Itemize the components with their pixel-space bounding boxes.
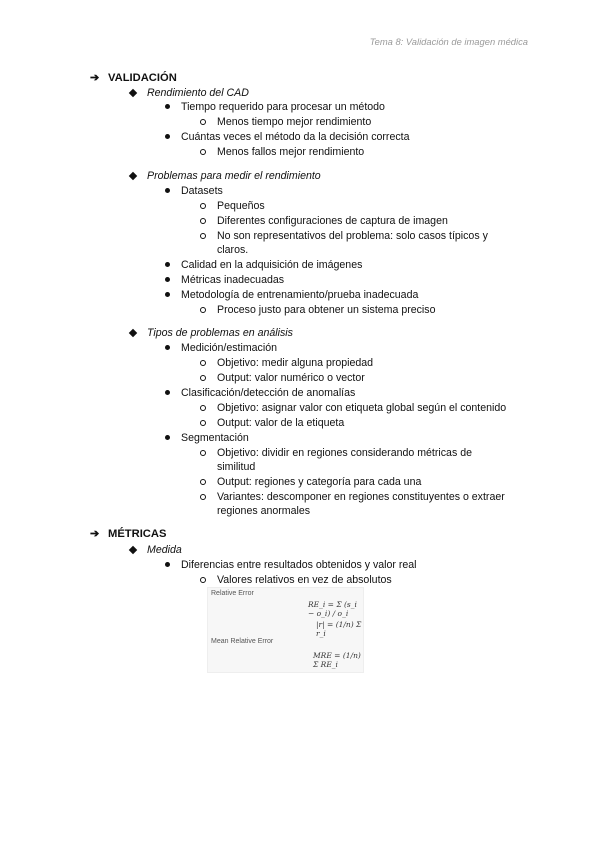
list-item: Diferentes configuraciones de captura de imagen [217,215,448,227]
circle-bullet-icon [200,494,206,500]
circle-bullet-icon [200,203,206,209]
list-item: Output: valor de la etiqueta [217,417,345,429]
formula-image [207,587,364,673]
list-item: Objetivo: asignar valor con etiqueta global según el contenido [217,402,507,414]
diamond-bullet-icon [129,546,137,554]
list-item-continuation: regiones anormales [217,505,311,517]
list-item: Cuántas veces el método da la decisión correcta [181,131,410,143]
circle-bullet-icon [200,119,206,125]
list-item: Menos fallos mejor rendimiento [217,146,365,158]
circle-bullet-icon [200,420,206,426]
list-item: Clasificación/detección de anomalías [181,387,356,399]
circle-bullet-icon [200,233,206,239]
list-item: Objetivo: medir alguna propiedad [217,357,374,369]
diamond-bullet-icon [129,329,137,337]
list-item-continuation: similitud [217,461,256,473]
list-item: Valores relativos en vez de absolutos [217,574,392,586]
list-item: Output: valor numérico o vector [217,372,365,384]
circle-bullet-icon [200,360,206,366]
dot-bullet-icon [165,277,170,282]
dot-bullet-icon [165,562,170,567]
dot-bullet-icon [165,104,170,109]
list-item-continuation: claros. [217,244,249,256]
list-item: Pequeños [217,200,265,212]
arrow-icon: ➔ [90,528,100,540]
list-item: Menos tiempo mejor rendimiento [217,116,372,128]
diamond-bullet-icon [129,89,137,97]
dot-bullet-icon [165,345,170,350]
list-item: Calidad en la adquisición de imágenes [181,259,363,271]
dot-bullet-icon [165,390,170,395]
diamond-bullet-icon [129,172,137,180]
formula-label: Mean Relative Error [211,638,274,645]
dot-bullet-icon [165,188,170,193]
dot-bullet-icon [165,292,170,297]
circle-bullet-icon [200,577,206,583]
arrow-icon: ➔ [90,72,100,84]
dot-bullet-icon [165,435,170,440]
circle-bullet-icon [200,218,206,224]
list-item: No son representativos del problema: solo casos típicos y [217,230,488,242]
list-item: Segmentación [181,432,249,444]
section-title: VALIDACIÓN [108,72,177,84]
circle-bullet-icon [200,405,206,411]
section-validacion-heading [90,72,177,85]
list-item: Datasets [181,185,223,197]
circle-bullet-icon [200,479,206,485]
circle-bullet-icon [200,149,206,155]
formula-equation: |r| = (1/n) Σ r_i [316,620,362,638]
formula-label: Relative Error [211,590,254,597]
section-metricas-heading [90,528,166,541]
list-item: Output: regiones y categoría para cada una [217,476,422,488]
circle-bullet-icon [200,375,206,381]
list-item: Métricas inadecuadas [181,274,285,286]
dot-bullet-icon [165,262,170,267]
list-item: Tiempo requerido para procesar un método [181,101,385,113]
list-item: Objetivo: dividir en regiones considerando métricas de [217,447,472,459]
list-item: Medición/estimación [181,342,277,354]
list-item: Variantes: descomponer en regiones constituyentes o extraer [217,491,505,503]
subsection-rendimiento: Rendimiento del CAD [147,87,249,99]
subsection-problemas: Problemas para medir el rendimiento [147,170,321,182]
circle-bullet-icon [200,450,206,456]
list-item: Proceso justo para obtener un sistema preciso [217,304,436,316]
formula-equation: RE_i = Σ (s_i − o_i) / o_i [308,600,357,618]
circle-bullet-icon [200,307,206,313]
subsection-tipos: Tipos de problemas en análisis [147,327,293,339]
page-header: Tema 8: Validación de imagen médica [369,36,528,47]
list-item: Diferencias entre resultados obtenidos y valor real [181,559,417,571]
dot-bullet-icon [165,134,170,139]
formula-equation: MRE = (1/n) Σ RE_i [313,651,361,669]
subsection-medida: Medida [147,544,182,556]
section-title: MÉTRICAS [108,528,167,540]
list-item: Metodología de entrenamiento/prueba inadecuada [181,289,419,301]
